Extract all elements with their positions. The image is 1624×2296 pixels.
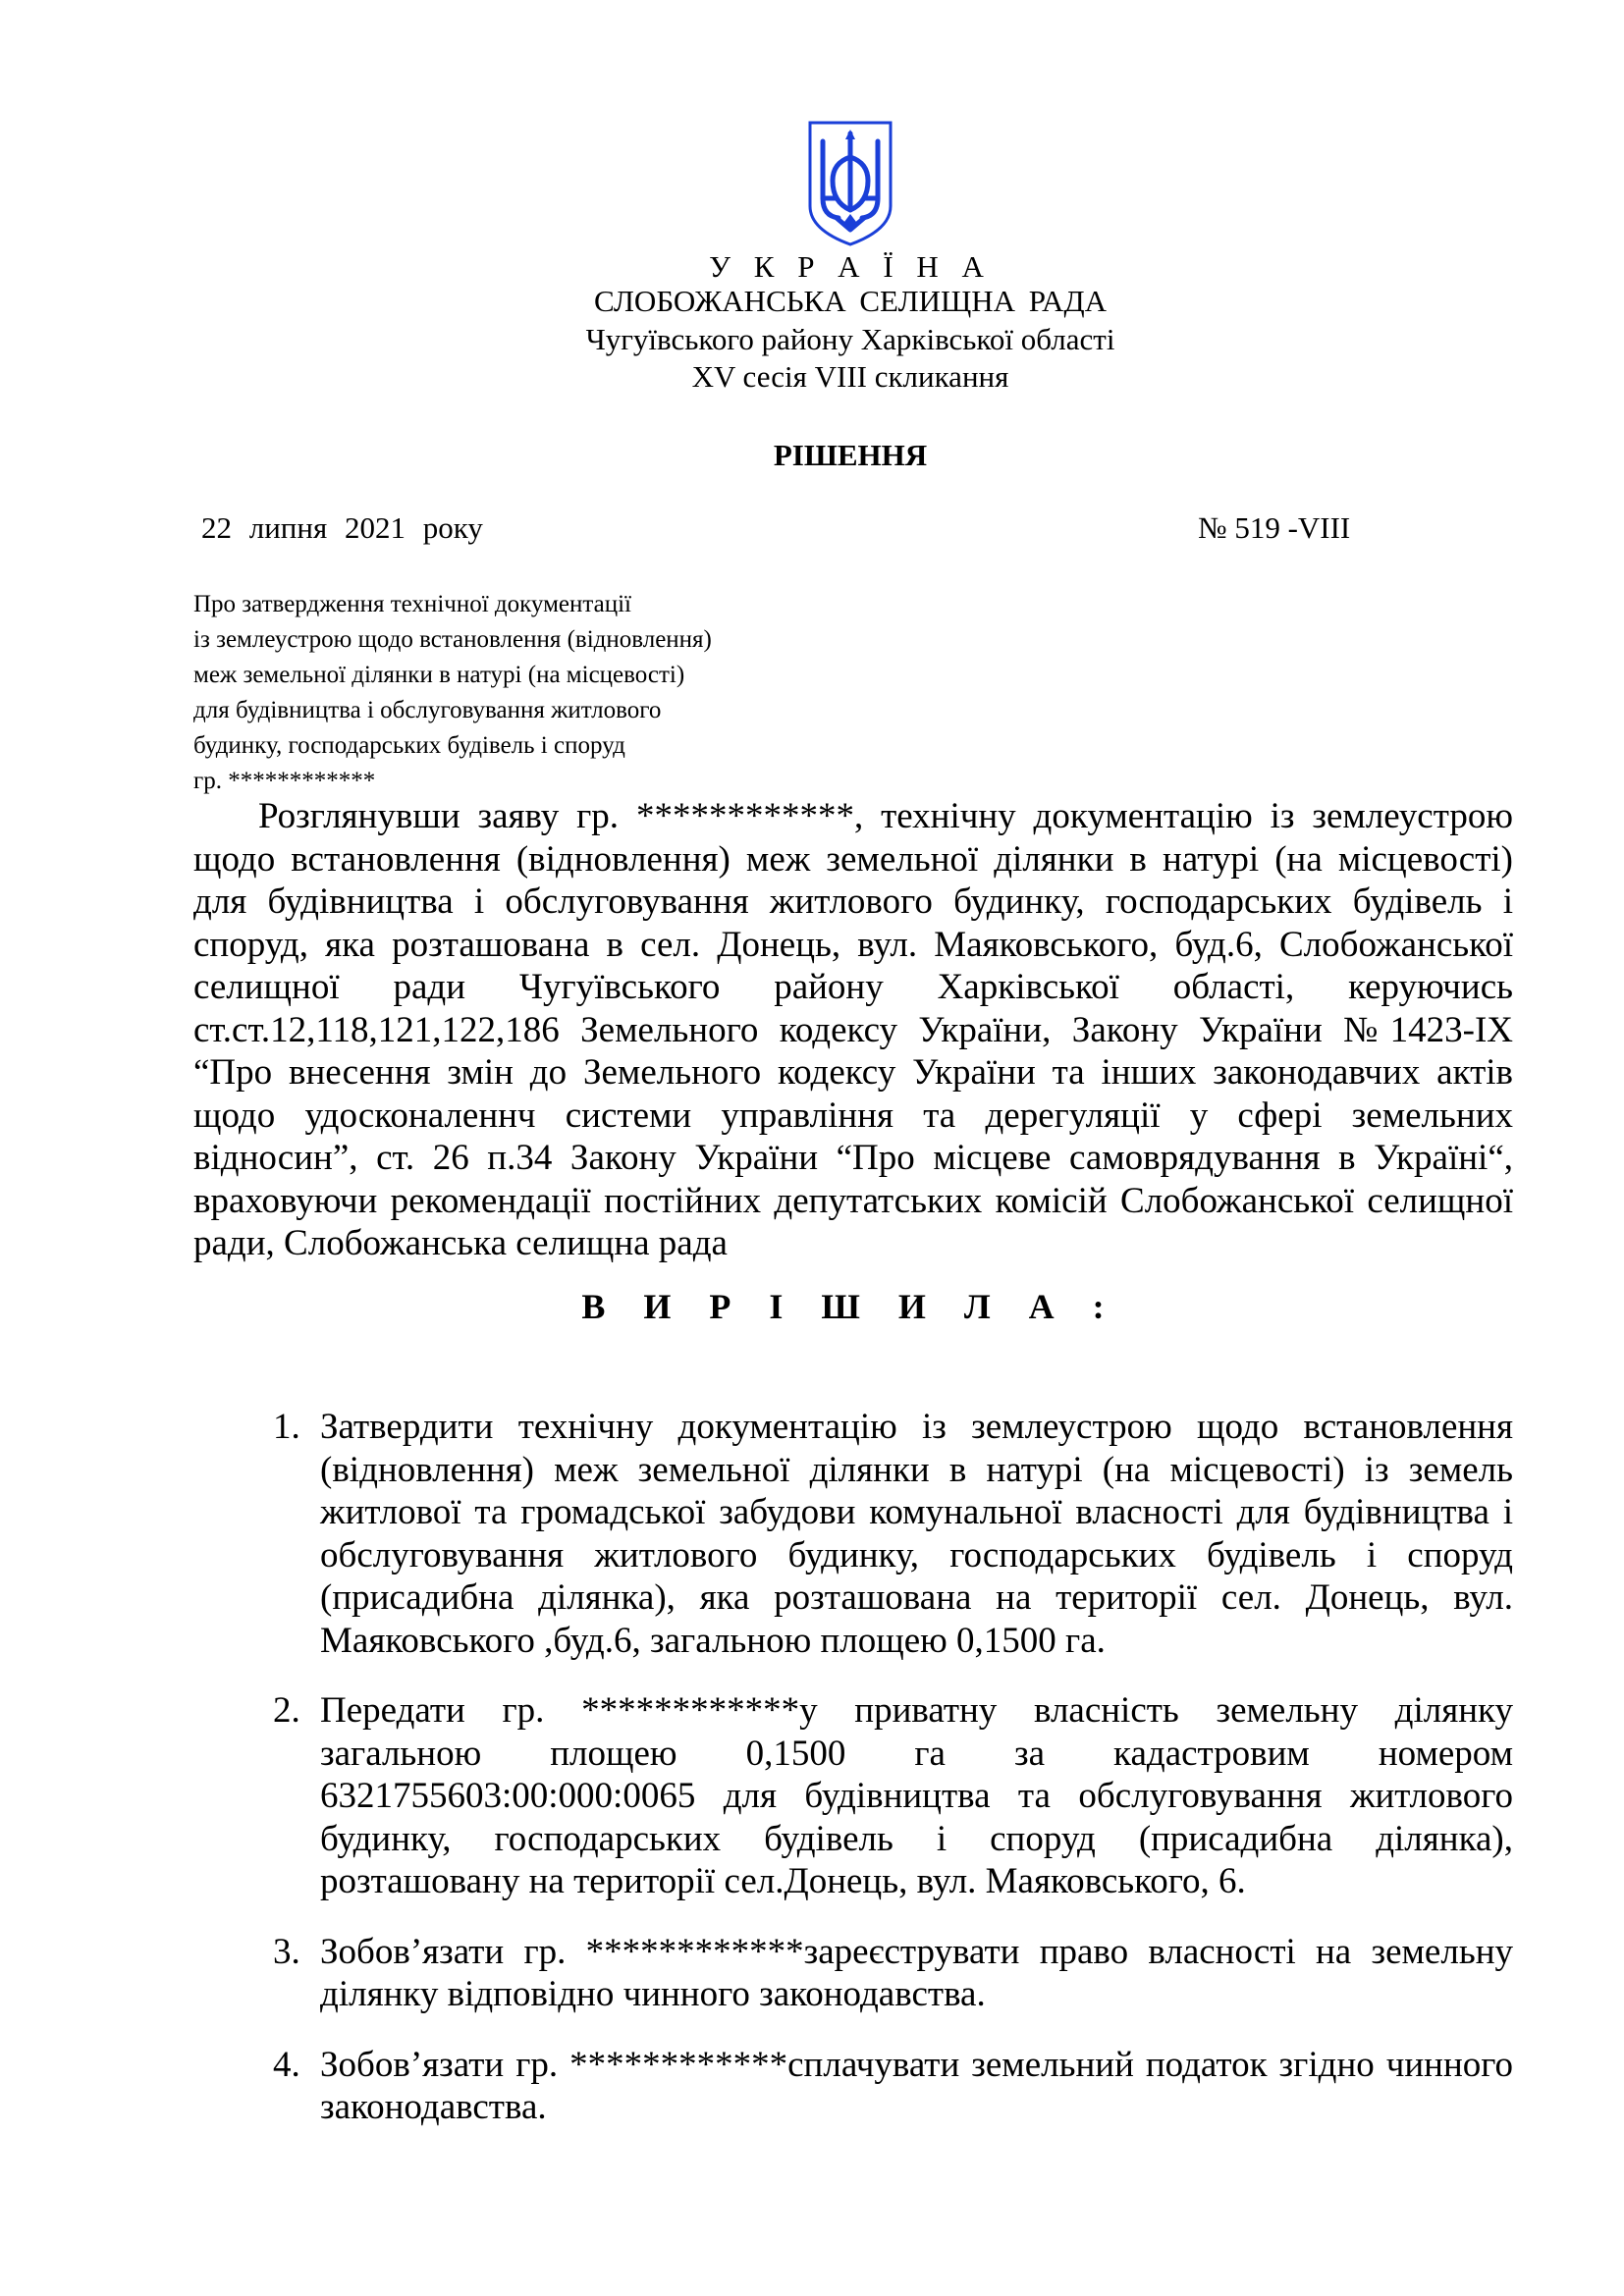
item-text: Передати гр. ************у приватну власність земельну ділянку загальною площею 0,1500 га за кадастровим номером 6321755603:00:000:0065 для будівництва та обслуговування житлового будинку, господарських будівель і споруд (присадибна ділянка), розташовану на території сел.Донець, вул. Маяковського, 6. (320, 1690, 1513, 1901)
decision-date: 22 липня 2021 року (201, 510, 483, 545)
decision-subject (193, 587, 712, 799)
preamble (193, 795, 1513, 1265)
item-number: 1. (273, 1407, 300, 1447)
item-text: Затвердити технічну документацію із землеустрою щодо встановлення (відновлення) меж земельної ділянки в натурі (на місцевості) із земель житлової та громадської забудови комунальної власності для будівництва і обслуговування житлового будинку, господарських будівель і споруд (присадибна ділянка), яка розташована на території сел. Донець, вул. Маяковського ,буд.6, загальною площею 0,1500 га. (320, 1407, 1513, 1661)
subject-line: із землеустрою щодо встановлення (відновлення) (193, 626, 712, 653)
district-name: Чугуївського району Харківської області (585, 322, 1115, 356)
subject-line: будинку, господарських будівель і споруд (193, 732, 625, 759)
subject-line: для будівництва і обслуговування житлового (193, 697, 662, 723)
subject-line: меж земельної ділянки в натурі (на місцевості) (193, 662, 685, 688)
item-number: 3. (273, 1931, 300, 1972)
decision-items (0, 1406, 1624, 2157)
decision-number: № 519 -VIII (1198, 510, 1351, 545)
preamble-text: Розглянувши заяву гр. ************, технічну документацію із землеустрою щодо встановлення (відновлення) меж земельної ділянки в натурі (на місцевості) для будівництва і обслуговування житлового будинку, господарських будівель і споруд, яка розташована в сел. Донець, вул. Маяковського, буд.6, Слобожанської селищної ради Чугуївського району Харківської області, керуючись ст.ст.12,118,121,122,186 Земельного кодексу України, Закону України №1423-IX “Про внесення змін до Земельного кодексу України та інших законодавчих актів щодо удосконаленнч системи управління та дерегуляції у сфері земельних відносин”, ст. 26 п.34 Закону України “Про місцеве самоврядування в Україні“, враховуючи рекомендації постійних депутатських комісій Слобожанської селищної ради, Слобожанська селищна рада (193, 796, 1513, 1263)
subject-line: гр. ************ (193, 768, 376, 794)
item-text: Зобов’язати гр. ************сплачувати земельний податок згідно чинного законодавства. (320, 2044, 1513, 2127)
item-number: 4. (273, 2044, 300, 2085)
item-text: Зобов’язати гр. ************зареєструвати право власності на земельну ділянку відповідно чинного законодавства. (320, 1931, 1513, 2014)
document-title: РІШЕННЯ (773, 438, 928, 472)
country-name: У К Р А Ї Н А (709, 249, 992, 284)
trident-coat-of-arms-icon (807, 120, 893, 247)
item-number: 2. (273, 1690, 300, 1731)
decision-heading: В И Р І Ш И Л А : (581, 1287, 1119, 1326)
decision-item (0, 1406, 1624, 1662)
decision-item (0, 1931, 1624, 2016)
decision-item (0, 2044, 1624, 2129)
session-name: XV сесія VIII скликання (691, 359, 1009, 394)
council-name: СЛОБОЖАНСЬКА СЕЛИЩНА РАДА (594, 284, 1107, 318)
subject-line: Про затвердження технічної документації (193, 591, 631, 617)
decision-item (0, 1689, 1624, 1903)
